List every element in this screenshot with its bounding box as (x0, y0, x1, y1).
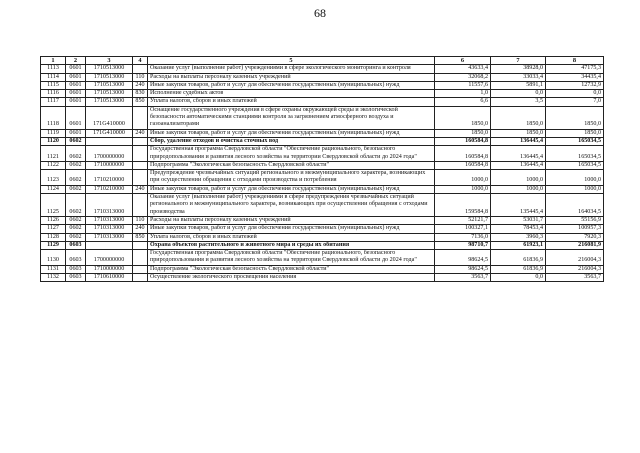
item-name-cell: Предупреждение чрезвычайных ситуаций регионального и межмуниципального характера, возникающих при осуществлении обращения с отходами производства и потребления (148, 170, 435, 186)
amount-year2-cell: 38928,0 (491, 65, 546, 73)
section-code-cell: 0601 (66, 106, 86, 129)
amount-year3-cell: 47175,3 (546, 65, 604, 73)
expense-type-cell: 110 (133, 73, 148, 81)
amount-year3-cell: 165034,5 (546, 137, 604, 145)
amount-year3-cell: 7920,3 (546, 233, 604, 241)
amount-year1-cell: 32068,2 (435, 73, 491, 81)
header-cell: 1 (41, 57, 66, 65)
item-name-cell: Сбор, удаление отходов и очистка сточных вод (148, 137, 435, 145)
item-name-cell: Расходы на выплаты персоналу казенных учреждений (148, 216, 435, 224)
section-code-cell: 0603 (66, 274, 86, 282)
item-name-cell: Охрана объектов растительного и животного мира и среды их обитания (148, 241, 435, 249)
section-code-cell: 0602 (66, 146, 86, 162)
amount-year3-cell: 3563,7 (546, 274, 604, 282)
amount-year2-cell: 61923,1 (491, 241, 546, 249)
amount-year1-cell: 98624,5 (435, 265, 491, 273)
target-article-cell: 1710513000 (86, 81, 133, 89)
expense-type-cell (133, 250, 148, 266)
expense-type-cell (133, 194, 148, 217)
target-article-cell: 1700000000 (86, 146, 133, 162)
amount-year1-cell: 6,6 (435, 98, 491, 106)
amount-year3-cell: 165034,5 (546, 146, 604, 162)
amount-year2-cell: 61836,9 (491, 265, 546, 273)
amount-year2-cell: 1000,0 (491, 170, 546, 186)
expense-type-cell: 850 (133, 233, 148, 241)
expense-type-cell (133, 65, 148, 73)
expense-type-cell: 240 (133, 185, 148, 193)
amount-year2-cell: 5891,1 (491, 81, 546, 89)
amount-year1-cell: 11557,6 (435, 81, 491, 89)
amount-year1-cell: 100327,1 (435, 225, 491, 233)
item-name-cell: Иные закупки товаров, работ и услуг для обеспечения государственных (муниципальных) нужд (148, 81, 435, 89)
row-number-cell: 1117 (41, 98, 66, 106)
table-header-row (41, 57, 604, 65)
table-row (41, 225, 604, 233)
target-article-cell (86, 137, 133, 145)
target-article-cell: 1710313000 (86, 216, 133, 224)
table-row (41, 265, 604, 273)
item-name-cell: Оказание услуг (выполнение работ) учреждениями в сфере экологического мониторинга и контроля (148, 65, 435, 73)
page-number: 68 (314, 6, 326, 20)
target-article-cell: 1700000000 (86, 250, 133, 266)
amount-year1-cell: 1000,0 (435, 170, 491, 186)
amount-year2-cell: 1850,0 (491, 106, 546, 129)
amount-year3-cell: 216004,3 (546, 265, 604, 273)
item-name-cell: Оказание услуг (выполнение работ) учреждениями в сфере предупреждения чрезвычайных ситуаций регионального и межмуниципального характера, возникающих при осуществлении обращения с отходами производства (148, 194, 435, 217)
table-row (41, 185, 604, 193)
amount-year2-cell: 53031,7 (491, 216, 546, 224)
target-article-cell: 171G410000 (86, 106, 133, 129)
section-code-cell: 0602 (66, 194, 86, 217)
section-code-cell: 0602 (66, 216, 86, 224)
amount-year2-cell: 1000,0 (491, 185, 546, 193)
amount-year1-cell: 3563,7 (435, 274, 491, 282)
row-number-cell: 1131 (41, 265, 66, 273)
expense-type-cell: 240 (133, 225, 148, 233)
amount-year1-cell: 1850,0 (435, 106, 491, 129)
section-code-cell: 0602 (66, 170, 86, 186)
item-name-cell: Осуществление экологического просвещения населения (148, 274, 435, 282)
amount-year1-cell: 7136,0 (435, 233, 491, 241)
target-article-cell: 1710610000 (86, 274, 133, 282)
target-article-cell: 1710210000 (86, 170, 133, 186)
amount-year1-cell: 160584,8 (435, 146, 491, 162)
target-article-cell: 171G410000 (86, 129, 133, 137)
amount-year3-cell: 216081,9 (546, 241, 604, 249)
table-row (41, 241, 604, 249)
expense-type-cell (133, 170, 148, 186)
item-name-cell: Уплата налогов, сборов и иных платежей (148, 98, 435, 106)
amount-year1-cell: 1850,0 (435, 129, 491, 137)
row-number-cell: 1116 (41, 90, 66, 98)
amount-year1-cell: 52121,7 (435, 216, 491, 224)
row-number-cell: 1124 (41, 185, 66, 193)
table-row (41, 146, 604, 162)
item-name-cell: Государственная программа Свердловской области "Обеспечение рационального, безопасного природопользования и развития лесного хозяйства на территории Свердловской области до 2024 года" (148, 250, 435, 266)
section-code-cell: 0601 (66, 81, 86, 89)
table-row (41, 73, 604, 81)
table-row (41, 65, 604, 73)
item-name-cell: Подпрограмма "Экологическая безопасность Свердловской области" (148, 265, 435, 273)
row-number-cell: 1118 (41, 106, 66, 129)
amount-year2-cell: 3,5 (491, 98, 546, 106)
table-row (41, 161, 604, 169)
section-code-cell: 0601 (66, 65, 86, 73)
expense-type-cell (133, 265, 148, 273)
target-article-cell: 1710513000 (86, 73, 133, 81)
amount-year1-cell: 160584,8 (435, 137, 491, 145)
target-article-cell: 1710513000 (86, 65, 133, 73)
item-name-cell: Иные закупки товаров, работ и услуг для обеспечения государственных (муниципальных) нужд (148, 225, 435, 233)
table-row (41, 90, 604, 98)
amount-year2-cell: 136445,4 (491, 146, 546, 162)
table-row (41, 170, 604, 186)
amount-year2-cell: 61836,9 (491, 250, 546, 266)
amount-year3-cell: 1850,0 (546, 106, 604, 129)
target-article-cell: 1710313000 (86, 233, 133, 241)
row-number-cell: 1113 (41, 65, 66, 73)
amount-year1-cell: 1000,0 (435, 185, 491, 193)
section-code-cell: 0601 (66, 73, 86, 81)
expense-type-cell: 850 (133, 98, 148, 106)
item-name-cell: Иные закупки товаров, работ и услуг для обеспечения государственных (муниципальных) нужд (148, 185, 435, 193)
budget-table (40, 56, 604, 282)
expense-type-cell (133, 106, 148, 129)
section-code-cell: 0602 (66, 137, 86, 145)
table-row (41, 81, 604, 89)
row-number-cell: 1127 (41, 225, 66, 233)
section-code-cell: 0602 (66, 225, 86, 233)
table-row (41, 137, 604, 145)
amount-year3-cell: 55156,9 (546, 216, 604, 224)
amount-year3-cell: 1850,0 (546, 129, 604, 137)
amount-year3-cell: 12732,9 (546, 81, 604, 89)
amount-year2-cell: 3960,3 (491, 233, 546, 241)
amount-year1-cell: 1,0 (435, 90, 491, 98)
expense-type-cell (133, 241, 148, 249)
item-name-cell: Иные закупки товаров, работ и услуг для обеспечения государственных (муниципальных) нужд (148, 129, 435, 137)
item-name-cell: Оснащение государственного учреждения в сфере охраны окружающей среды и экологической безопасности автоматическими станциями контроля за загрязнением атмосферного воздуха и газоанализаторами (148, 106, 435, 129)
table-row (41, 274, 604, 282)
target-article-cell: 1710000000 (86, 161, 133, 169)
header-cell: 8 (546, 57, 604, 65)
row-number-cell: 1121 (41, 146, 66, 162)
amount-year3-cell: 100957,3 (546, 225, 604, 233)
amount-year2-cell: 0,0 (491, 90, 546, 98)
table-row (41, 233, 604, 241)
section-code-cell: 0603 (66, 250, 86, 266)
header-cell: 6 (435, 57, 491, 65)
target-article-cell: 1710210000 (86, 185, 133, 193)
amount-year3-cell: 165034,5 (546, 161, 604, 169)
row-number-cell: 1128 (41, 233, 66, 241)
row-number-cell: 1123 (41, 170, 66, 186)
row-number-cell: 1115 (41, 81, 66, 89)
table-row (41, 194, 604, 217)
amount-year3-cell: 7,0 (546, 98, 604, 106)
amount-year2-cell: 33033,4 (491, 73, 546, 81)
target-article-cell: 1710513000 (86, 98, 133, 106)
row-number-cell: 1119 (41, 129, 66, 137)
amount-year1-cell: 159584,8 (435, 194, 491, 217)
expense-type-cell: 240 (133, 81, 148, 89)
header-cell: 4 (133, 57, 148, 65)
section-code-cell: 0601 (66, 129, 86, 137)
amount-year1-cell: 98624,5 (435, 250, 491, 266)
target-article-cell: 1710000000 (86, 265, 133, 273)
expense-type-cell (133, 146, 148, 162)
section-code-cell: 0602 (66, 185, 86, 193)
section-code-cell: 0601 (66, 90, 86, 98)
section-code-cell: 0603 (66, 241, 86, 249)
row-number-cell: 1129 (41, 241, 66, 249)
amount-year2-cell: 135445,4 (491, 194, 546, 217)
amount-year3-cell: 1000,0 (546, 170, 604, 186)
header-cell: 7 (491, 57, 546, 65)
amount-year1-cell: 98710,7 (435, 241, 491, 249)
row-number-cell: 1132 (41, 274, 66, 282)
target-article-cell: 1710513000 (86, 90, 133, 98)
table-row (41, 106, 604, 129)
expense-type-cell (133, 161, 148, 169)
row-number-cell: 1125 (41, 194, 66, 217)
row-number-cell: 1130 (41, 250, 66, 266)
item-name-cell: Государственная программа Свердловской области "Обеспечение рационального, безопасного природопользования и развития лесного хозяйства на территории Свердловской области до 2024 года" (148, 146, 435, 162)
target-article-cell: 1710313000 (86, 194, 133, 217)
table-row (41, 98, 604, 106)
item-name-cell: Расходы на выплаты персоналу казенных учреждений (148, 73, 435, 81)
amount-year2-cell: 78453,4 (491, 225, 546, 233)
target-article-cell (86, 241, 133, 249)
header-cell: 2 (66, 57, 86, 65)
amount-year3-cell: 34435,4 (546, 73, 604, 81)
amount-year1-cell: 43633,4 (435, 65, 491, 73)
target-article-cell: 1710313000 (86, 225, 133, 233)
expense-type-cell: 240 (133, 129, 148, 137)
header-cell: 5 (148, 57, 435, 65)
amount-year3-cell: 1000,0 (546, 185, 604, 193)
amount-year3-cell: 0,0 (546, 90, 604, 98)
item-name-cell: Исполнение судебных актов (148, 90, 435, 98)
table-row (41, 250, 604, 266)
amount-year2-cell: 0,0 (491, 274, 546, 282)
header-cell: 3 (86, 57, 133, 65)
amount-year2-cell: 136445,4 (491, 161, 546, 169)
expense-type-cell: 830 (133, 90, 148, 98)
amount-year2-cell: 1850,0 (491, 129, 546, 137)
row-number-cell: 1126 (41, 216, 66, 224)
item-name-cell: Подпрограмма "Экологическая безопасность Свердловской области" (148, 161, 435, 169)
section-code-cell: 0601 (66, 98, 86, 106)
expense-type-cell (133, 137, 148, 145)
expense-type-cell: 110 (133, 216, 148, 224)
row-number-cell: 1122 (41, 161, 66, 169)
table-row (41, 129, 604, 137)
section-code-cell: 0603 (66, 265, 86, 273)
amount-year2-cell: 136445,4 (491, 137, 546, 145)
section-code-cell: 0602 (66, 233, 86, 241)
section-code-cell: 0602 (66, 161, 86, 169)
row-number-cell: 1120 (41, 137, 66, 145)
amount-year3-cell: 164034,5 (546, 194, 604, 217)
amount-year3-cell: 216004,3 (546, 250, 604, 266)
amount-year1-cell: 160584,8 (435, 161, 491, 169)
item-name-cell: Уплата налогов, сборов и иных платежей (148, 233, 435, 241)
table-row (41, 216, 604, 224)
expense-type-cell (133, 274, 148, 282)
row-number-cell: 1114 (41, 73, 66, 81)
